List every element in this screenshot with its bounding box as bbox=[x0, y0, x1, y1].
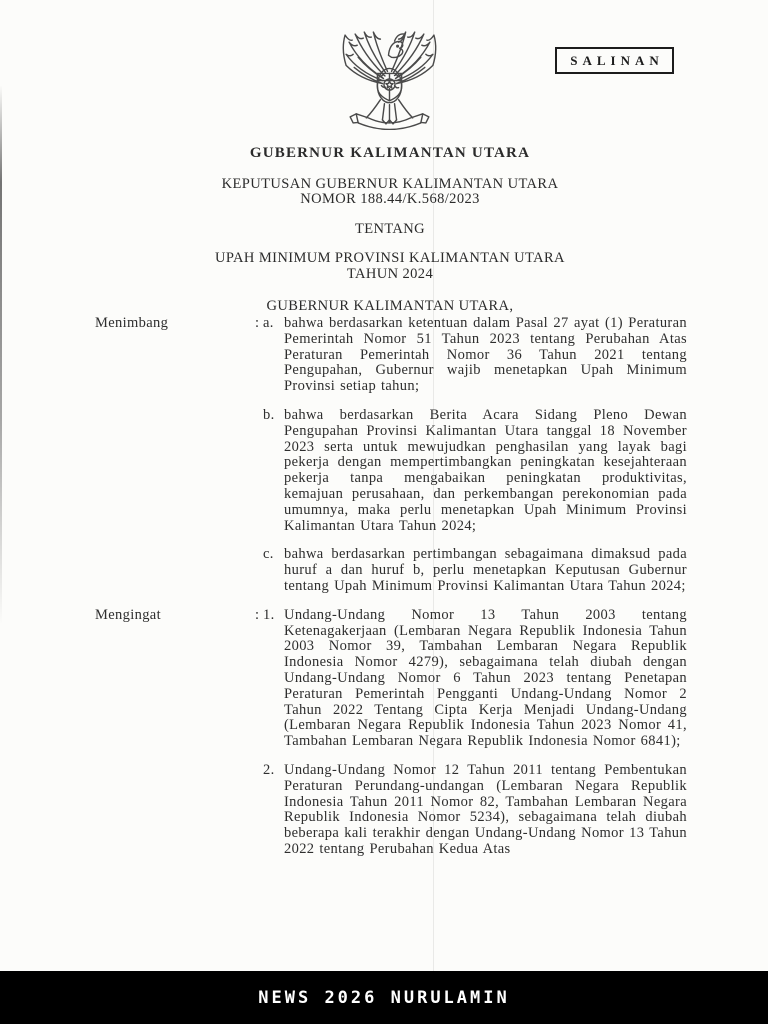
legal-basis-item-2 bbox=[263, 763, 687, 858]
mengingat-section bbox=[95, 608, 687, 871]
garuda-pancasila-emblem-icon bbox=[336, 27, 443, 130]
subject-line2: TAHUN 2024 bbox=[346, 265, 434, 282]
salinan-stamp bbox=[555, 47, 674, 74]
section-label: Mengingat bbox=[95, 606, 161, 623]
item-text: Undang-Undang Nomor 12 Tahun 2011 tentang Pembentukan Peraturan Perundang-undangan (Lembaran Negara Republik Indonesia Tahun 2011 Nomor 82, Tambahan Lembaran Negara Republik Indonesia Nomor 5234), sebagaimana telah diubah beberapa kali terakhir dengan Undang-Undang Nomor 13 Tahun 2022 tentang Perubahan Kedua Atas bbox=[284, 761, 687, 857]
item-marker: a. bbox=[263, 315, 274, 331]
item-marker: 1. bbox=[263, 606, 275, 623]
item-text: Undang-Undang Nomor 13 Tahun 2003 tentang Ketenagakerjaan (Lembaran Negara Republik Indonesia Tahun 2003 Nomor 39, Tambahan Lembaran Negara Republik Indonesia Nomor 4279), sebagaimana telah diubah dengan Undang-Undang Nomor 6 Tahun 2023 tentang Penetapan Peraturan Pemerintah Pengganti Undang-Undang Nomor 2 Tahun 2022 Tentang Cipta Kerja Menjadi Undang-Undang (Lembaran Negara Republik Indonesia Tahun 2023 Nomor 41, Tambahan Lembaran Negara Republik Indonesia Nomor 6841); bbox=[284, 606, 687, 750]
salutation: GUBERNUR KALIMANTAN UTARA, bbox=[266, 297, 514, 314]
decree-number: NOMOR 188.44/K.568/2023 bbox=[300, 191, 480, 208]
section-label: Menimbang bbox=[95, 315, 169, 331]
consideration-item-b bbox=[263, 408, 687, 534]
decree-body bbox=[95, 316, 687, 871]
item-marker: 2. bbox=[263, 761, 275, 778]
legal-basis-item-1 bbox=[263, 608, 687, 750]
consideration-item-c bbox=[263, 547, 687, 594]
footer-watermark-text: NEWS 2026 NURULAMIN bbox=[258, 987, 510, 1008]
section-colon: : bbox=[255, 606, 260, 623]
item-marker: c. bbox=[263, 546, 274, 563]
item-text: bahwa berdasarkan pertimbangan sebagaimana dimaksud pada huruf a dan huruf b, perlu menetapkan Keputusan Gubernur tentang Upah Minimum Provinsi Kalimantan Utara Tahun 2024; bbox=[284, 546, 687, 594]
title-block bbox=[0, 146, 768, 314]
authority-heading: GUBERNUR KALIMANTAN UTARA bbox=[249, 145, 531, 161]
item-marker: b. bbox=[263, 406, 275, 423]
about-label: TENTANG bbox=[354, 220, 426, 237]
footer-watermark-bar bbox=[0, 971, 768, 1024]
item-text: bahwa berdasarkan ketentuan dalam Pasal 27 ayat (1) Peraturan Pemerintah Nomor 51 Tahun 2023 tentang Perubahan Atas Peraturan Pemerintah Nomor 36 Tahun 2021 tentang Pengupahan, Gubernur wajib menetapkan Upah Minimum Provinsi setiap tahun; bbox=[284, 315, 687, 395]
decree-title-line1: KEPUTUSAN GUBERNUR KALIMANTAN UTARA bbox=[221, 175, 559, 192]
section-colon: : bbox=[255, 315, 260, 331]
subject-line1: UPAH MINIMUM PROVINSI KALIMANTAN UTARA bbox=[215, 250, 565, 267]
salinan-stamp-label: SALINAN bbox=[570, 52, 664, 68]
consideration-item-a bbox=[263, 316, 687, 395]
item-text: bahwa berdasarkan Berita Acara Sidang Pleno Dewan Pengupahan Provinsi Kalimantan Utara tanggal 18 November 2023 serta untuk mewujudkan penghasilan yang layak bagi pekerja dengan mempertimbangkan peningkatan kesejahteraan pekerja tanpa mengabaikan peningkatan produktivitas, kemajuan perusahaan, dan perkembangan perekonomian pada umumnya, maka perlu menetapkan Upah Minimum Provinsi Kalimantan Utara Tahun 2024; bbox=[284, 406, 687, 534]
menimbang-section bbox=[95, 316, 687, 608]
